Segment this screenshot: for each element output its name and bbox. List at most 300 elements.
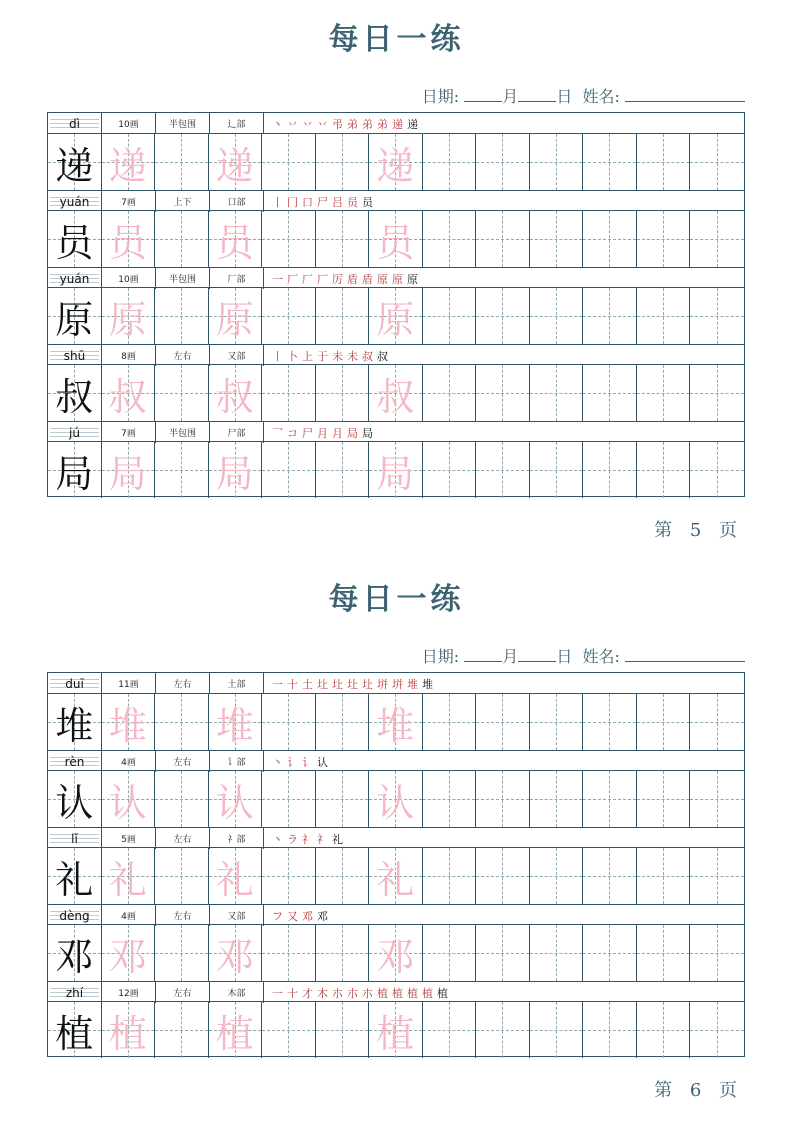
structure: 半包围: [168, 429, 196, 439]
pinyin-cell: [48, 751, 102, 772]
stroke-step: 礼: [332, 832, 343, 846]
practice-cell[interactable]: [423, 442, 477, 498]
practice-cell[interactable]: [476, 848, 530, 904]
practice-cell[interactable]: [369, 694, 423, 750]
stroke-step: 植: [422, 986, 433, 1000]
practice-cell[interactable]: [637, 288, 691, 344]
practice-cell[interactable]: [262, 925, 316, 981]
stroke-step: 尸: [317, 195, 328, 209]
character-entry: [48, 421, 744, 498]
practice-cell[interactable]: [262, 1002, 316, 1058]
practice-cell[interactable]: [209, 134, 263, 190]
practice-cell[interactable]: [476, 134, 530, 190]
trace-character: 堆: [215, 703, 254, 748]
stroke-count: 5画: [121, 835, 136, 845]
model-character-cell: [48, 771, 102, 827]
stroke-order: [264, 982, 448, 1003]
structure: 左右: [173, 352, 192, 362]
practice-cell[interactable]: [637, 365, 691, 421]
practice-cell[interactable]: [102, 365, 156, 421]
stroke-step: 礻: [317, 832, 328, 846]
character-entry: [48, 673, 744, 750]
trace-character: 原: [215, 297, 254, 342]
practice-cell[interactable]: [530, 442, 584, 498]
practice-cell[interactable]: [262, 211, 316, 267]
pinyin: rèn: [64, 754, 85, 769]
practice-cell[interactable]: [316, 365, 370, 421]
practice-cell[interactable]: [262, 848, 316, 904]
pinyin-cell: [48, 982, 102, 1003]
stroke-step: 丶: [272, 755, 283, 769]
practice-cell[interactable]: [476, 1002, 530, 1058]
stroke-count-cell: [102, 982, 156, 1003]
radical-cell: [210, 113, 264, 134]
stroke-order: [264, 828, 343, 849]
pinyin-cell: [48, 422, 102, 443]
structure-cell: [156, 345, 210, 366]
pinyin: lǐ: [71, 831, 78, 846]
practice-cell[interactable]: [316, 694, 370, 750]
model-character: 礼: [55, 857, 94, 902]
practice-cell[interactable]: [530, 694, 584, 750]
practice-cell[interactable]: [530, 925, 584, 981]
stroke-step: 植: [407, 986, 418, 1000]
pinyin: dì: [69, 116, 80, 131]
practice-cell[interactable]: [476, 771, 530, 827]
day-blank[interactable]: [518, 87, 556, 102]
practice-cell[interactable]: [102, 925, 156, 981]
stroke-step: 弟: [362, 117, 373, 131]
name-blank[interactable]: [625, 647, 745, 662]
character-entry: [48, 190, 744, 267]
radical-cell: [210, 191, 264, 212]
radical: 讠部: [227, 758, 246, 768]
practice-cell[interactable]: [102, 848, 156, 904]
day-blank[interactable]: [518, 647, 556, 662]
stroke-step: 于: [317, 349, 328, 363]
model-character: 员: [55, 220, 94, 265]
practice-cell[interactable]: [316, 848, 370, 904]
practice-cell[interactable]: [102, 211, 156, 267]
page-title: 每日一练: [328, 22, 465, 57]
pinyin: zhí: [65, 985, 84, 1000]
stroke-step: 十: [287, 986, 298, 1000]
practice-cell[interactable]: [155, 288, 209, 344]
practice-cell[interactable]: [583, 134, 637, 190]
practice-cell[interactable]: [423, 848, 477, 904]
pinyin-cell: [48, 828, 102, 849]
trace-character: 邓: [376, 934, 415, 979]
practice-cell[interactable]: [476, 288, 530, 344]
stroke-step: 递: [392, 117, 403, 131]
practice-cell[interactable]: [690, 848, 744, 904]
trace-character: 邓: [108, 934, 147, 979]
trace-character: 局: [108, 451, 147, 496]
practice-cell[interactable]: [369, 771, 423, 827]
radical-cell: [210, 982, 264, 1003]
pinyin-cell: [48, 191, 102, 212]
trace-character: 叔: [376, 374, 415, 419]
trace-character: 植: [376, 1011, 415, 1056]
practice-cell[interactable]: [209, 442, 263, 498]
practice-cell[interactable]: [530, 211, 584, 267]
practice-cell[interactable]: [423, 694, 477, 750]
practice-cell[interactable]: [155, 925, 209, 981]
practice-cell[interactable]: [476, 694, 530, 750]
structure-cell: [156, 113, 210, 134]
practice-cell[interactable]: [369, 288, 423, 344]
model-character-cell: [48, 848, 102, 904]
practice-cell[interactable]: [637, 1002, 691, 1058]
model-character: 叔: [55, 374, 94, 419]
practice-cell[interactable]: [637, 848, 691, 904]
practice-cell[interactable]: [155, 848, 209, 904]
practice-cell[interactable]: [690, 1002, 744, 1058]
practice-cell[interactable]: [530, 288, 584, 344]
trace-character: 员: [215, 220, 254, 265]
stroke-step: 乛: [272, 426, 283, 440]
practice-cell[interactable]: [102, 1002, 156, 1058]
practice-cell[interactable]: [637, 442, 691, 498]
structure-cell: [156, 751, 210, 772]
date-name-line: [422, 84, 745, 107]
model-character-cell: [48, 925, 102, 981]
stroke-step: 才: [302, 986, 313, 1000]
page-title: 每日一练: [328, 582, 465, 617]
page-number: 第 6 页: [654, 1080, 743, 1101]
month-blank[interactable]: [464, 647, 502, 662]
name-label: 姓名:: [582, 647, 620, 666]
character-entry: [48, 827, 744, 904]
practice-cell[interactable]: [155, 771, 209, 827]
practice-cell[interactable]: [423, 925, 477, 981]
practice-cell[interactable]: [209, 211, 263, 267]
month-blank[interactable]: [464, 87, 502, 102]
stroke-step: 圵: [362, 677, 373, 691]
practice-cell[interactable]: [369, 442, 423, 498]
stroke-step: 垪: [377, 677, 388, 691]
writing-grid: [48, 211, 744, 267]
trace-character: 局: [376, 451, 415, 496]
stroke-count: 10画: [118, 120, 139, 130]
practice-cell[interactable]: [423, 134, 477, 190]
practice-cell[interactable]: [316, 771, 370, 827]
practice-cell[interactable]: [369, 365, 423, 421]
info-row: [48, 421, 744, 442]
name-label: 姓名:: [582, 87, 620, 106]
model-character-cell: [48, 365, 102, 421]
practice-cell[interactable]: [583, 694, 637, 750]
trace-character: 局: [215, 451, 254, 496]
stroke-step: 讠: [302, 755, 313, 769]
practice-cell[interactable]: [583, 365, 637, 421]
practice-cell[interactable]: [530, 1002, 584, 1058]
practice-cell[interactable]: [690, 365, 744, 421]
stroke-step: 员: [347, 195, 358, 209]
structure: 半包围: [168, 120, 196, 130]
pinyin: duī: [65, 676, 84, 691]
practice-cell[interactable]: [583, 848, 637, 904]
info-row: [48, 113, 744, 134]
practice-cell[interactable]: [262, 442, 316, 498]
structure-cell: [156, 828, 210, 849]
practice-cell[interactable]: [102, 134, 156, 190]
structure: 左右: [173, 912, 192, 922]
trace-character: 堆: [376, 703, 415, 748]
practice-cell[interactable]: [583, 442, 637, 498]
info-row: [48, 981, 744, 1002]
day-label: 日: [556, 87, 573, 106]
practice-cell[interactable]: [476, 211, 530, 267]
stroke-step: 圵: [317, 677, 328, 691]
practice-cell[interactable]: [155, 442, 209, 498]
practice-cell[interactable]: [423, 288, 477, 344]
practice-cell[interactable]: [262, 694, 316, 750]
info-row: [48, 344, 744, 365]
pinyin: shū: [63, 348, 86, 363]
practice-cell[interactable]: [530, 848, 584, 904]
stroke-order: [264, 422, 373, 443]
stroke-step: 礻: [302, 832, 313, 846]
radical: 木部: [227, 989, 246, 999]
stroke-order: [264, 113, 418, 134]
practice-cell[interactable]: [262, 134, 316, 190]
stroke-step: 堆: [407, 677, 418, 691]
practice-cell[interactable]: [637, 211, 691, 267]
trace-character: 礼: [215, 857, 254, 902]
practice-cell[interactable]: [476, 925, 530, 981]
writing-grid: [48, 925, 744, 981]
practice-sheet: [47, 112, 745, 497]
practice-cell[interactable]: [637, 694, 691, 750]
structure-cell: [156, 422, 210, 443]
stroke-count-cell: [102, 905, 156, 926]
model-character: 植: [55, 1011, 94, 1056]
stroke-count-cell: [102, 828, 156, 849]
stroke-step: コ: [287, 426, 298, 440]
practice-cell[interactable]: [369, 211, 423, 267]
practice-cell[interactable]: [209, 771, 263, 827]
practice-cell[interactable]: [155, 211, 209, 267]
pinyin-cell: [48, 673, 102, 694]
stroke-step: 认: [317, 755, 328, 769]
practice-cell[interactable]: [209, 1002, 263, 1058]
practice-page: [0, 560, 793, 1120]
stroke-step: 吕: [332, 195, 343, 209]
practice-cell[interactable]: [583, 288, 637, 344]
radical-cell: [210, 673, 264, 694]
trace-character: 认: [215, 780, 254, 825]
trace-character: 递: [376, 143, 415, 188]
practice-cell[interactable]: [690, 288, 744, 344]
stroke-step: 原: [392, 272, 403, 286]
stroke-step: 圵: [347, 677, 358, 691]
stroke-step: 植: [392, 986, 403, 1000]
stroke-count: 10画: [118, 275, 139, 285]
stroke-order: [264, 673, 433, 694]
stroke-step: 邓: [302, 909, 313, 923]
info-row: [48, 904, 744, 925]
practice-cell[interactable]: [637, 925, 691, 981]
trace-character: 叔: [215, 374, 254, 419]
page-number: 第 5 页: [654, 520, 743, 541]
stroke-step: 一: [272, 677, 283, 691]
stroke-step: 厂: [317, 272, 328, 286]
stroke-count: 11画: [118, 680, 139, 690]
practice-cell[interactable]: [209, 848, 263, 904]
practice-cell[interactable]: [530, 771, 584, 827]
structure-cell: [156, 673, 210, 694]
stroke-step: 未: [347, 349, 358, 363]
practice-cell[interactable]: [209, 365, 263, 421]
practice-cell[interactable]: [423, 1002, 477, 1058]
practice-cell[interactable]: [209, 925, 263, 981]
model-character-cell: [48, 694, 102, 750]
practice-sheet: [47, 672, 745, 1057]
stroke-step: 弔: [332, 117, 343, 131]
practice-cell[interactable]: [369, 925, 423, 981]
stroke-step: 厂: [302, 272, 313, 286]
structure-cell: [156, 191, 210, 212]
trace-character: 原: [108, 297, 147, 342]
practice-cell[interactable]: [155, 1002, 209, 1058]
stroke-step: 十: [287, 677, 298, 691]
stroke-count-cell: [102, 673, 156, 694]
practice-cell[interactable]: [369, 848, 423, 904]
practice-cell[interactable]: [102, 694, 156, 750]
practice-cell[interactable]: [690, 694, 744, 750]
stroke-step: 朩: [362, 986, 373, 1000]
practice-cell[interactable]: [423, 211, 477, 267]
writing-grid: [48, 442, 744, 498]
stroke-count: 4画: [121, 912, 136, 922]
stroke-count-cell: [102, 268, 156, 289]
stroke-count: 7画: [121, 429, 136, 439]
pinyin-cell: [48, 113, 102, 134]
practice-cell[interactable]: [155, 134, 209, 190]
practice-cell[interactable]: [637, 771, 691, 827]
info-row: [48, 750, 744, 771]
practice-cell[interactable]: [690, 771, 744, 827]
stroke-step: 卜: [287, 349, 298, 363]
character-entry: [48, 750, 744, 827]
stroke-step: 盾: [347, 272, 358, 286]
pinyin: jú: [69, 425, 80, 440]
stroke-count: 12画: [118, 989, 139, 999]
stroke-step: 植: [377, 986, 388, 1000]
structure-cell: [156, 982, 210, 1003]
practice-cell[interactable]: [262, 771, 316, 827]
practice-cell[interactable]: [637, 134, 691, 190]
stroke-step: 木: [317, 986, 328, 1000]
stroke-step: 厂: [287, 272, 298, 286]
practice-cell[interactable]: [690, 442, 744, 498]
practice-cell[interactable]: [690, 925, 744, 981]
practice-cell[interactable]: [423, 771, 477, 827]
practice-cell[interactable]: [583, 1002, 637, 1058]
stroke-step: 丷: [302, 117, 313, 131]
pinyin-cell: [48, 905, 102, 926]
practice-cell[interactable]: [530, 134, 584, 190]
practice-cell[interactable]: [209, 288, 263, 344]
stroke-step: 丶: [272, 117, 283, 131]
practice-cell[interactable]: [583, 771, 637, 827]
practice-cell[interactable]: [583, 925, 637, 981]
practice-cell[interactable]: [102, 288, 156, 344]
stroke-order: [264, 905, 328, 926]
stroke-step: 叔: [362, 349, 373, 363]
practice-cell[interactable]: [262, 288, 316, 344]
trace-character: 递: [215, 143, 254, 188]
model-character-cell: [48, 288, 102, 344]
model-character-cell: [48, 211, 102, 267]
practice-cell[interactable]: [476, 365, 530, 421]
radical-cell: [210, 268, 264, 289]
name-blank[interactable]: [625, 87, 745, 102]
pinyin: yuán: [59, 194, 90, 209]
stroke-step: 局: [347, 426, 358, 440]
practice-cell[interactable]: [155, 694, 209, 750]
practice-cell[interactable]: [316, 211, 370, 267]
model-character: 原: [55, 297, 94, 342]
practice-cell[interactable]: [369, 134, 423, 190]
practice-cell[interactable]: [316, 134, 370, 190]
month-label: 月: [502, 87, 519, 106]
stroke-count: 7画: [121, 198, 136, 208]
radical-cell: [210, 422, 264, 443]
trace-character: 员: [376, 220, 415, 265]
practice-cell[interactable]: [316, 1002, 370, 1058]
practice-cell[interactable]: [102, 442, 156, 498]
stroke-order: [264, 268, 418, 289]
structure: 左右: [173, 835, 192, 845]
practice-cell[interactable]: [155, 365, 209, 421]
practice-cell[interactable]: [369, 1002, 423, 1058]
date-name-line: [422, 644, 745, 667]
stroke-step: 弟: [377, 117, 388, 131]
structure: 左右: [173, 680, 192, 690]
stroke-order: [264, 191, 373, 212]
stroke-step: 丶: [272, 832, 283, 846]
practice-cell[interactable]: [690, 134, 744, 190]
stroke-step: 叔: [377, 349, 388, 363]
practice-cell[interactable]: [316, 442, 370, 498]
practice-cell[interactable]: [316, 288, 370, 344]
radical: 辶部: [227, 120, 246, 130]
practice-cell[interactable]: [583, 211, 637, 267]
trace-character: 认: [108, 780, 147, 825]
practice-cell[interactable]: [423, 365, 477, 421]
radical-cell: [210, 828, 264, 849]
practice-cell[interactable]: [530, 365, 584, 421]
trace-character: 堆: [108, 703, 147, 748]
structure: 左右: [173, 758, 192, 768]
stroke-count-cell: [102, 751, 156, 772]
stroke-step: 土: [302, 677, 313, 691]
practice-cell[interactable]: [316, 925, 370, 981]
stroke-step: 丷: [317, 117, 328, 131]
practice-cell[interactable]: [209, 694, 263, 750]
radical: 土部: [227, 680, 246, 690]
practice-cell[interactable]: [476, 442, 530, 498]
practice-cell[interactable]: [690, 211, 744, 267]
stroke-order: [264, 751, 328, 772]
stroke-step: フ: [272, 909, 283, 923]
practice-cell[interactable]: [102, 771, 156, 827]
radical-cell: [210, 751, 264, 772]
info-row: [48, 190, 744, 211]
practice-cell[interactable]: [262, 365, 316, 421]
